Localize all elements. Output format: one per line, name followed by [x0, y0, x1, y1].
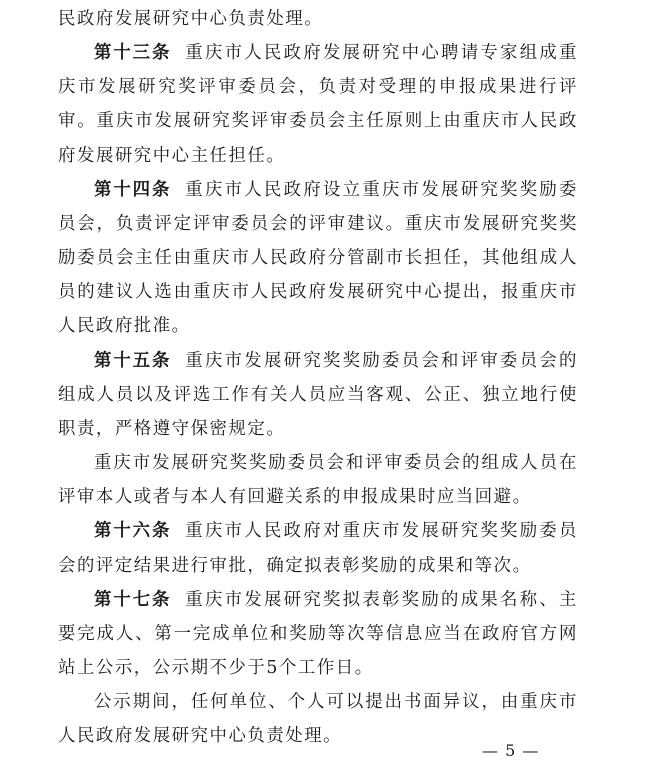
page-number: — 5 —	[482, 741, 540, 760]
article-13	[58, 36, 578, 173]
article-number: 第十五条	[94, 350, 172, 371]
paragraph-text: 重庆市发展研究奖奖励委员会和评审委员会的组成人员以及评选工作有关人员应当客观、公正、独立地行使职责，严格遵守保密规定。	[58, 350, 578, 439]
paragraph-continuation	[58, 2, 578, 36]
article-14	[58, 173, 578, 344]
article-number: 第十六条	[94, 521, 172, 542]
paragraph-text: 重庆市人民政府发展研究中心聘请专家组成重庆市发展研究奖评审委员会，负责对受理的申报成果进行评审。重庆市发展研究奖评审委员会主任原则上由重庆市人民政府发展研究中心主任担任。	[58, 43, 578, 166]
paragraph-text: 重庆市发展研究奖奖励委员会和评审委员会的组成人员在评审本人或者与本人有回避关系的申报成果时应当回避。	[58, 453, 578, 508]
paragraph-text: 重庆市人民政府设立重庆市发展研究奖奖励委员会，负责评定评审委员会的评审建议。重庆市发展研究奖奖励委员会主任由重庆市人民政府分管副市长担任，其他组成人员的建议人选由重庆市人民政府发展研究中心提出，报重庆市人民政府批准。	[58, 179, 578, 337]
article-number: 第十七条	[94, 589, 172, 610]
paragraph-text: 重庆市人民政府对重庆市发展研究奖奖励委员会的评定结果进行审批，确定拟表彰奖励的成果和等次。	[58, 521, 578, 576]
article-16	[58, 514, 578, 582]
document-body	[58, 2, 578, 753]
paragraph-text: 重庆市发展研究奖拟表彰奖励的成果名称、主要完成人、第一完成单位和奖励等次等信息应当在政府官方网站上公示，公示期不少于5个工作日。	[58, 589, 578, 678]
article-17	[58, 583, 578, 685]
paragraph-text: 公示期间，任何单位、个人可以提出书面异议，由重庆市人民政府发展研究中心负责处理。	[58, 692, 578, 747]
article-number: 第十三条	[94, 43, 172, 64]
paragraph-text: 民政府发展研究中心负责处理。	[58, 9, 324, 29]
article-15	[58, 344, 578, 446]
article-15-clause-2	[58, 446, 578, 514]
article-number: 第十四条	[94, 179, 172, 200]
